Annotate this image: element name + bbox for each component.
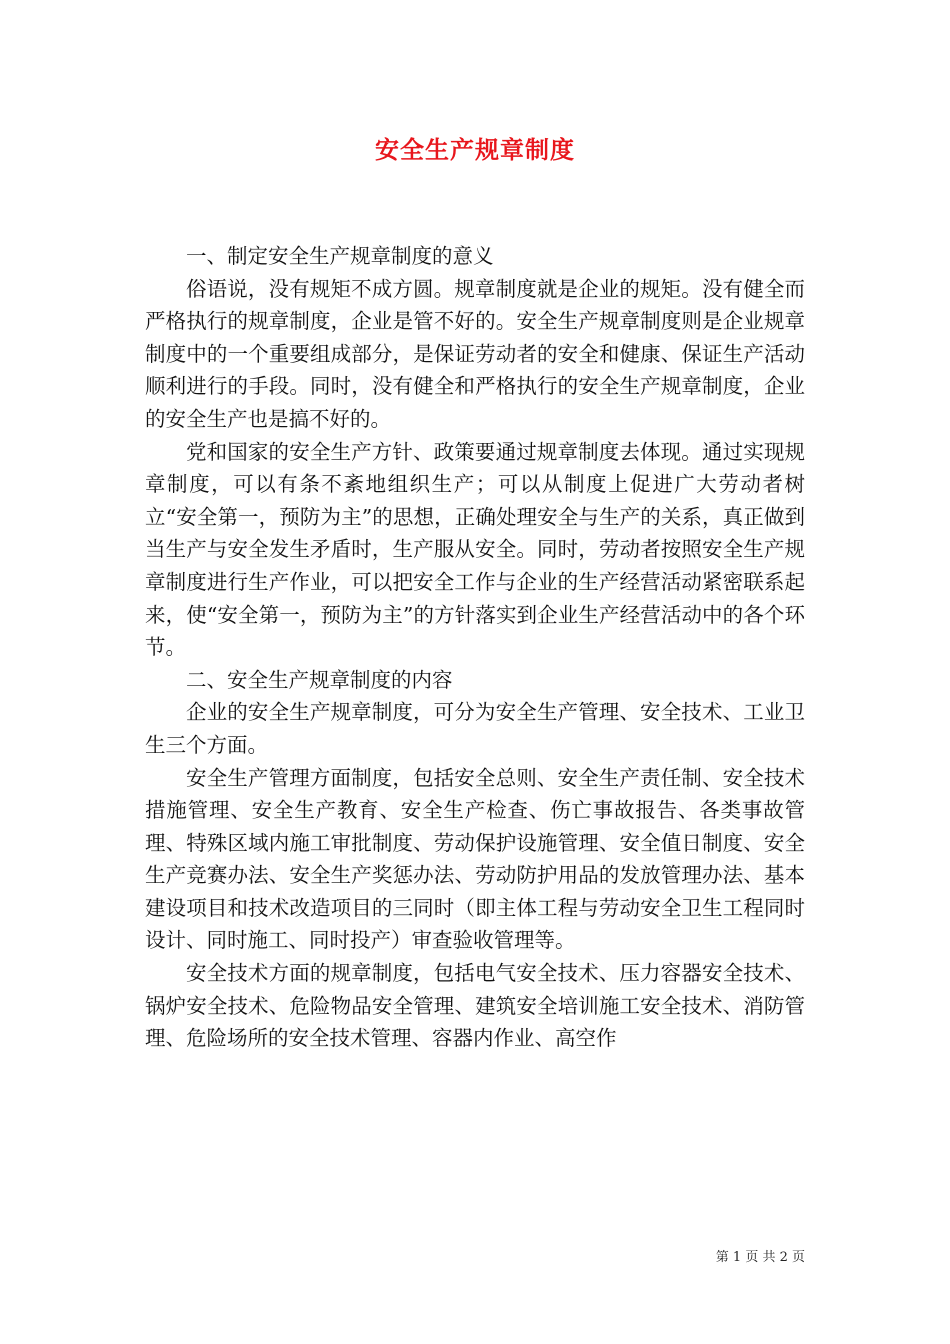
paragraph: 安全生产管理方面制度，包括安全总则、安全生产责任制、安全技术措施管理、安全生产教育、安全生产检查、伤亡事故报告、各类事故管理、特殊区域内施工审批制度、劳动保护设施管理、安全值日制度、安全生产竞赛办法、安全生产奖惩办法、劳动防护用品的发放管理办法、基本建设项目和技术改造项目的三同时（即主体工程与劳动安全卫生工程同时设计、同时施工、同时投产）审查验收管理等。 [145,765,805,953]
section-heading-1: 一、制定安全生产规章制度的意义 [186,244,494,268]
paragraph: 俗语说，没有规矩不成方圆。规章制度就是企业的规矩。没有健全而严格执行的规章制度，企业是管不好的。安全生产规章制度则是企业规章制度中的一个重要组成部分，是保证劳动者的安全和健康、保证生产活动顺利进行的手段。同时，没有健全和严格执行的安全生产规章制度，企业的安全生产也是搞不好的。 [145,276,805,431]
page-number-footer: 第 1 页 共 2 页 [715,1250,805,1265]
section-heading-2: 二、安全生产规章制度的内容 [186,667,453,692]
paragraph: 安全技术方面的规章制度，包括电气安全技术、压力容器安全技术、锅炉安全技术、危险物品安全管理、建筑安全培训施工安全技术、消防管理、危险场所的安全技术管理、容器内作业、高空作 [145,961,805,1051]
document-body [145,240,805,1055]
paragraph: 企业的安全生产规章制度，可分为安全生产管理、安全技术、工业卫生三个方面。 [145,700,805,757]
document-title: 安全生产规章制度 [375,135,575,164]
paragraph: 党和国家的安全生产方针、政策要通过规章制度去体现。通过实现规章制度，可以有条不紊地组织生产；可以从制度上促进广大劳动者树立“安全第一，预防为主”的思想，正确处理安全与生产的关系，真正做到当生产与安全发生矛盾时，生产服从安全。同时，劳动者按照安全生产规章制度进行生产作业，可以把安全工作与企业的生产经营活动紧密联系起来，使“安全第一，预防为主”的方针落实到企业生产经营活动中的各个环节。 [145,439,805,660]
